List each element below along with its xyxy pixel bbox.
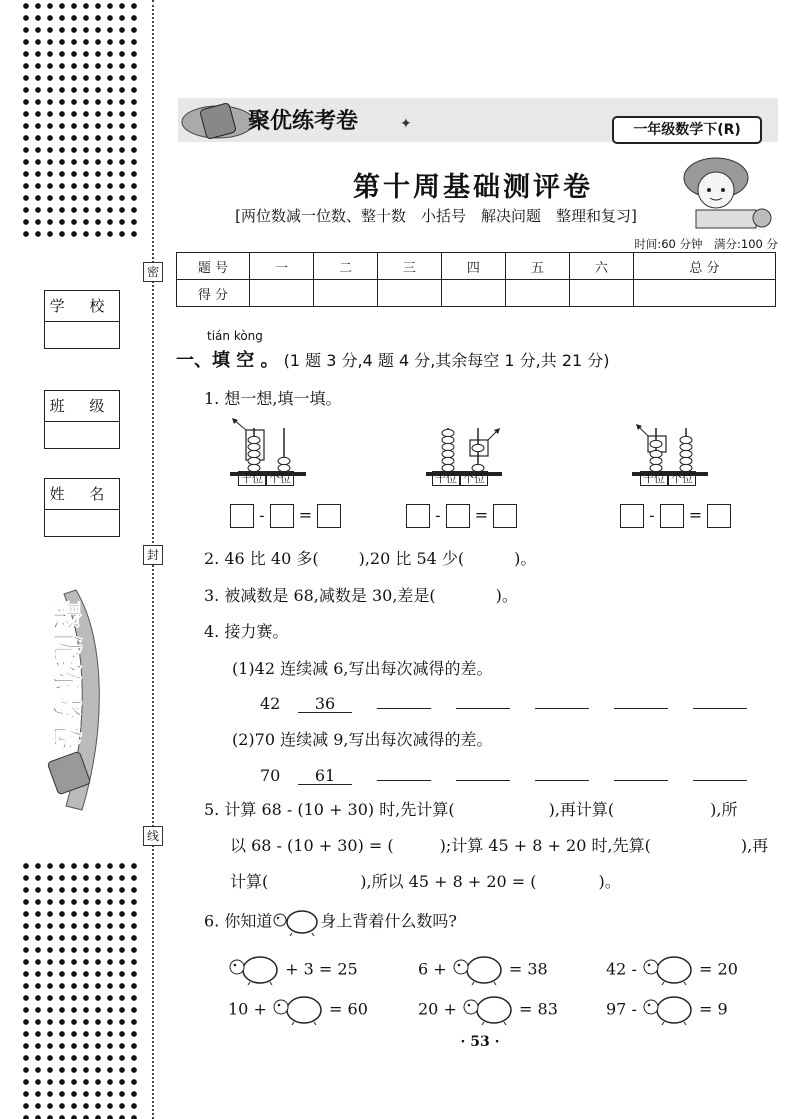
answer-box[interactable] [270, 504, 294, 528]
turtle-icon [272, 908, 320, 936]
turtle-icon [642, 994, 694, 1026]
tens-label: 十位 [432, 471, 460, 486]
score-input-cell[interactable] [313, 280, 377, 307]
answer-line[interactable] [693, 690, 747, 709]
answer-line[interactable] [614, 762, 668, 781]
answer-line[interactable] [377, 762, 431, 781]
abacus-1-labels [238, 470, 294, 486]
brand-text: 聚优练考卷 [248, 109, 359, 134]
question-6-eq-3: 42 - = 20 [606, 954, 738, 986]
question-6: 6. 你知道 身上背着什么数吗? [204, 908, 457, 936]
answer-line[interactable]: 36 [298, 694, 352, 713]
vertical-brand-logo [36, 580, 116, 820]
score-cell: 三 [377, 253, 441, 280]
question-3: 3. 被减数是 68,减数是 30,差是( )。 [204, 586, 518, 605]
answer-line[interactable] [614, 690, 668, 709]
question-1: 1. 想一想,填一填。 [204, 389, 342, 408]
tens-label: 十位 [238, 471, 266, 486]
answer-line[interactable]: 61 [298, 766, 352, 785]
score-cell: 总 分 [633, 253, 775, 280]
score-table-header-row [177, 253, 776, 280]
answer-line[interactable] [456, 762, 510, 781]
tens-label: 十位 [640, 471, 668, 486]
class-label: 班 级 [45, 391, 119, 422]
score-cell: 题 号 [177, 253, 250, 280]
dot-pattern-top [20, 0, 138, 240]
answer-box[interactable] [446, 504, 470, 528]
ones-label: 个位 [460, 471, 488, 486]
answer-box[interactable] [620, 504, 644, 528]
cut-mark-3: 线 [143, 826, 163, 846]
question-5-line-1: 5. 计算 68 - (10 + 30) 时,先计算( ),再计算( ),所 [204, 800, 738, 819]
question-4-part-2: (2)70 连续减 9,写出每次减得的差。 [232, 730, 493, 749]
question-2: 2. 46 比 40 多( ),20 比 54 少( )。 [204, 549, 537, 568]
answer-box[interactable] [707, 504, 731, 528]
score-input-cell[interactable] [250, 280, 314, 307]
answer-line[interactable] [535, 690, 589, 709]
score-input-cell[interactable] [441, 280, 505, 307]
vertical-brand-text: 聚优练考卷 [48, 600, 83, 750]
answer-box[interactable] [230, 504, 254, 528]
section-pinyin: tián kòng [207, 329, 263, 343]
abacus-1-equation: - = [230, 504, 341, 528]
question-5-line-2: 以 68 - (10 + 30) = ( );计算 45 + 8 + 20 时,先算( ),再 [230, 836, 769, 855]
question-4-part-1-answers: 42 36 [260, 690, 747, 713]
turtle-icon [462, 994, 514, 1026]
cut-mark-1: 密 [143, 262, 163, 282]
score-input-cell[interactable] [569, 280, 633, 307]
question-4: 4. 接力赛。 [204, 622, 289, 641]
abacus-3-equation: - = [620, 504, 731, 528]
turtle-icon [452, 954, 504, 986]
name-label: 姓 名 [45, 479, 119, 510]
sparkle-icon: ✦ [400, 116, 412, 132]
score-cell: 二 [313, 253, 377, 280]
answer-line[interactable] [456, 690, 510, 709]
page-title: 第十周基础测评卷 [353, 172, 593, 203]
score-cell: 一 [250, 253, 314, 280]
answer-box[interactable] [406, 504, 430, 528]
answer-box[interactable] [317, 504, 341, 528]
time-info: 时间:60 分钟 满分:100 分 [634, 237, 778, 251]
cut-mark-2: 封 [143, 545, 163, 565]
turtle-icon [272, 994, 324, 1026]
answer-line[interactable] [693, 762, 747, 781]
score-label-cell: 得 分 [177, 280, 250, 307]
score-cell: 六 [569, 253, 633, 280]
score-cell: 四 [441, 253, 505, 280]
score-table [176, 252, 776, 307]
dot-pattern-bottom [20, 860, 138, 1119]
score-cell: 五 [505, 253, 569, 280]
abacus-2-equation: - = [406, 504, 517, 528]
turtle-icon [642, 954, 694, 986]
section-heading: 一、填 空 。 [176, 350, 279, 371]
section-heading-row [176, 346, 610, 372]
class-field[interactable] [44, 390, 120, 449]
answer-line[interactable] [377, 690, 431, 709]
question-4-part-2-answers: 70 61 [260, 762, 747, 785]
answer-line[interactable] [535, 762, 589, 781]
score-table-score-row [177, 280, 776, 307]
ones-label: 个位 [266, 471, 294, 486]
grade-badge: 一年级数学下(R) [612, 116, 762, 144]
score-input-cell[interactable] [633, 280, 775, 307]
page-subtitle: [两位数减一位数、整十数 小括号 解决问题 整理和复习] [235, 207, 637, 225]
question-6-eq-5: 20 + = 83 [418, 994, 558, 1026]
ones-label: 个位 [668, 471, 696, 486]
question-4-part-1: (1)42 连续减 6,写出每次减得的差。 [232, 659, 493, 678]
question-6-eq-2: 6 + = 38 [418, 954, 548, 986]
question-6-eq-4: 10 + = 60 [228, 994, 368, 1026]
name-field[interactable] [44, 478, 120, 537]
school-field[interactable] [44, 290, 120, 349]
score-input-cell[interactable] [377, 280, 441, 307]
abacus-3-labels [640, 470, 696, 486]
answer-box[interactable] [660, 504, 684, 528]
question-6-eq-1: + 3 = 25 [228, 954, 358, 986]
abacus-2-labels [432, 470, 488, 486]
school-label: 学 校 [45, 291, 119, 322]
section-rule: (1 题 3 分,4 题 4 分,其余每空 1 分,共 21 分) [283, 351, 610, 370]
page-number: · 53 · [460, 1034, 500, 1050]
turtle-icon [228, 954, 280, 986]
question-6-eq-6: 97 - = 9 [606, 994, 728, 1026]
answer-box[interactable] [493, 504, 517, 528]
question-5-line-3: 计算( ),所以 45 + 8 + 20 = ( )。 [230, 872, 621, 891]
score-input-cell[interactable] [505, 280, 569, 307]
